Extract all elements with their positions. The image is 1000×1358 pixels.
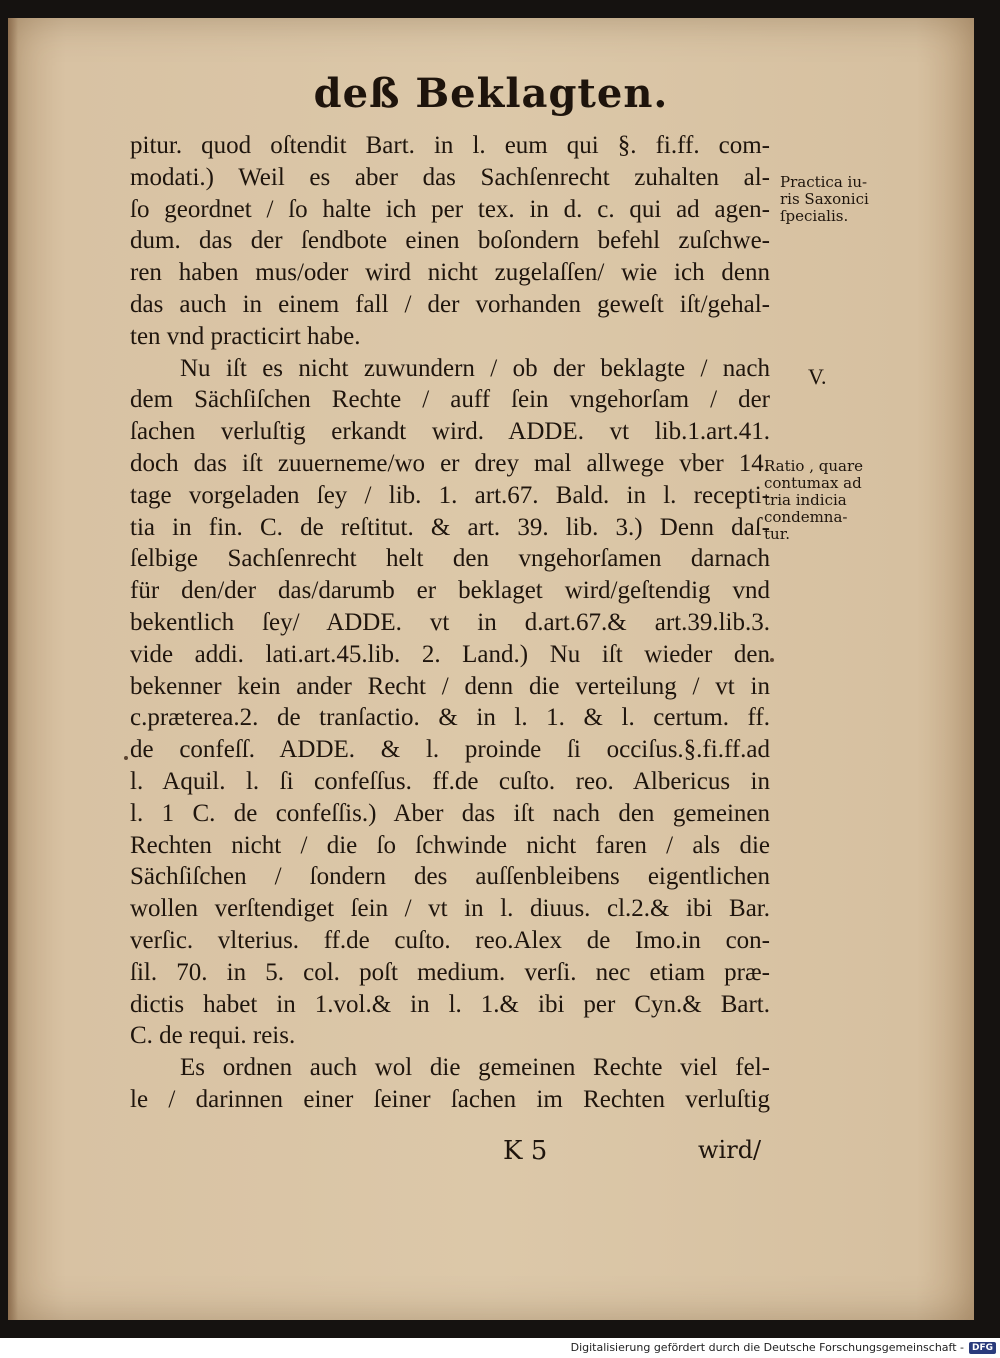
- body-line: l. Aquil. l. ſi confeſſus. ff.de cuſto. reo. Albericus in: [130, 767, 770, 795]
- body-line: wollen verſtendiget ſein / vt in l. diuus. cl.2.& ibi Bar.: [130, 895, 770, 923]
- margin-note-line: contumax ad: [764, 474, 862, 492]
- page-gutter-shadow: [8, 18, 18, 1320]
- margin-note-line: Ratio , quare: [764, 457, 863, 475]
- margin-note-line: Practica iu-: [780, 173, 868, 191]
- body-line: ſelbige Sachſenrecht helt den vngehorſamen darnach: [130, 545, 770, 573]
- body-line: ſachen verluſtig erkandt wird. ADDE. vt lib.1.art.41.: [130, 418, 770, 446]
- body-line: vide addi. lati.art.45.lib. 2. Land.) Nu iſt wieder den: [130, 640, 770, 668]
- margin-note-ratio: [764, 458, 863, 543]
- body-line: Es ordnen auch wol die gemeinen Rechte viel fel-: [180, 1054, 770, 1082]
- margin-note-line: tria indicia: [764, 491, 847, 509]
- body-text: [130, 130, 770, 1116]
- margin-note-practica: [780, 174, 869, 225]
- body-line: tage vorgeladen ſey / lib. 1. art.67. Bald. in l. recepti-: [130, 481, 770, 509]
- dfg-logo-icon: DFG: [969, 1342, 996, 1354]
- footer-text: Digitalisierung gefördert durch die Deutsche Forschungsgemeinschaft -: [570, 1341, 964, 1354]
- margin-note-line: ſpecialis.: [780, 207, 849, 225]
- body-line: de confeſſ. ADDE. & l. proinde ſi occiſus.§.fi.ff.ad: [130, 736, 770, 764]
- body-line: ſo geordnet / ſo halte ich per tex. in d. c. qui ad agen-: [130, 195, 770, 223]
- footer: [571, 1341, 996, 1354]
- body-line: dem Sächſiſchen Rechte / auff ſein vngehorſam / der: [130, 386, 770, 414]
- body-line: Rechten nicht / die ſo ſchwinde nicht faren / als die: [130, 831, 770, 859]
- margin-note-line: condemna-: [764, 508, 848, 526]
- body-line: ſil. 70. in 5. col. poſt medium. verſi. nec etiam præ-: [130, 958, 770, 986]
- body-line: Nu iſt es nicht zuwundern / ob der beklagte / nach: [180, 354, 770, 382]
- body-line: ten vnd practicirt habe.: [130, 322, 361, 350]
- running-head: deß Beklagten.: [313, 70, 669, 117]
- body-line: für den/der das/darumb er beklaget wird/geſtendig vnd: [130, 577, 770, 605]
- body-line: l. 1 C. de confeſſis.) Aber das iſt nach den gemeinen: [130, 799, 770, 827]
- body-line: dictis habet in 1.vol.& in l. 1.& ibi per Cyn.& Bart.: [130, 990, 770, 1018]
- body-line: tia in fin. C. de reſtitut. & art. 39. lib. 3.) Denn daſ-: [130, 513, 770, 541]
- body-line: bekenner kein ander Recht / denn die verteilung / vt in: [130, 672, 770, 700]
- body-line: doch das iſt zuuerneme/wo er drey mal allwege vber 14.: [130, 449, 770, 477]
- body-line: bekentlich ſey/ ADDE. vt in d.art.67.& art.39.lib.3.: [130, 608, 770, 636]
- body-line: ren haben mus/oder wird nicht zugelaſſen/ wie ich denn: [130, 259, 770, 287]
- body-line: verſic. vlterius. ff.de cuſto. reo.Alex de Imo.in con-: [130, 926, 770, 954]
- body-line: dum. das der ſendbote einen boſondern befehl zuſchwe-: [130, 227, 770, 255]
- book-page: [8, 18, 974, 1320]
- body-line: pitur. quod oſtendit Bart. in l. eum qui §. fi.ff. com-: [130, 132, 770, 159]
- body-line: modati.) Weil es aber das Sachſenrecht zuhalten al-: [130, 163, 770, 191]
- body-line: Sächſiſchen / ſondern des auſſenbleibens eigentlichen: [130, 863, 770, 891]
- body-line: C. de requi. reis.: [130, 1022, 296, 1050]
- catchword: wird/: [698, 1136, 762, 1164]
- signature-mark: K 5: [503, 1136, 548, 1166]
- margin-dot: [770, 658, 774, 662]
- margin-numeral: V.: [808, 364, 827, 389]
- margin-note-line: ris Saxonici: [780, 190, 869, 208]
- margin-note-line: tur.: [764, 525, 790, 543]
- body-line: le / darinnen einer ſeiner ſachen im Rechten verluſtig: [130, 1085, 770, 1113]
- body-line: c.præterea.2. de tranſactio. & in l. 1. & l. certum. ff.: [130, 704, 770, 732]
- body-line: das auch in einem fall / der vorhanden geweſt iſt/gehal-: [130, 290, 770, 318]
- margin-dot: [124, 756, 128, 760]
